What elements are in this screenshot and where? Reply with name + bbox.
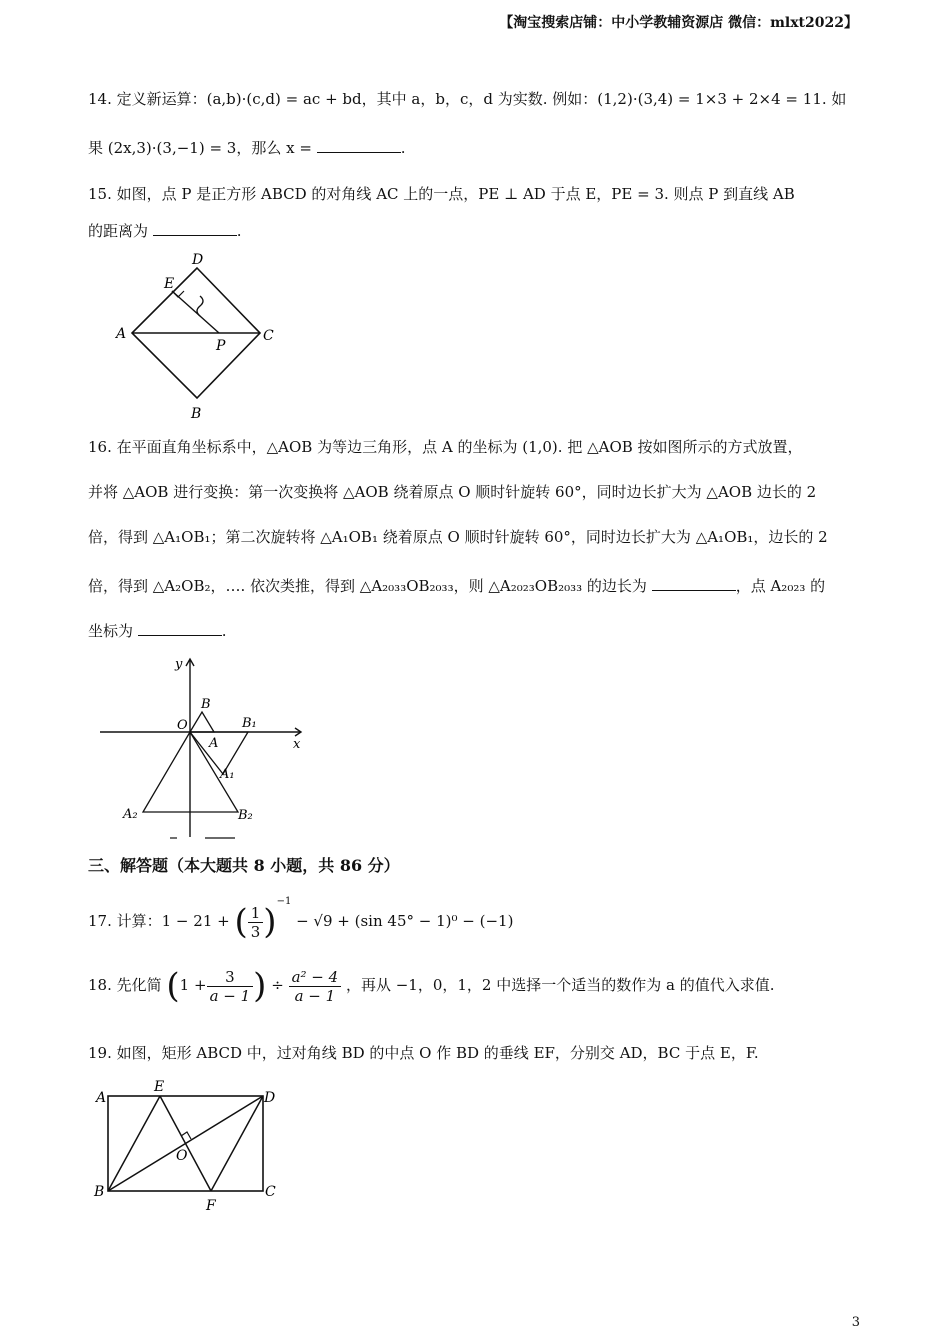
label-f: F <box>206 1198 216 1214</box>
label-d: D <box>192 252 204 268</box>
q15-line2 <box>88 220 242 241</box>
label-a2: A₂ <box>123 807 138 822</box>
segment-ef <box>160 1096 211 1191</box>
label-c: C <box>263 328 274 344</box>
q18-paren-close: ) <box>253 966 267 1006</box>
q18-div: ÷ <box>271 976 284 994</box>
q17-exponent: −1 <box>276 896 292 907</box>
q17-frac-den: 3 <box>250 922 261 941</box>
label-b: B <box>94 1184 105 1200</box>
q16-side-blank <box>652 576 736 591</box>
q15-answer-blank <box>153 221 237 236</box>
q18-expression <box>88 966 774 1006</box>
label-p: P <box>216 338 226 354</box>
q16-figure <box>95 652 315 842</box>
q18-f1-den: a − 1 <box>209 986 251 1005</box>
label-a: A <box>209 736 219 751</box>
q18-prefix: 18. 先化简 <box>88 976 162 994</box>
label-b: B <box>191 406 202 422</box>
q15-figure <box>110 248 290 428</box>
page-number: 3 <box>851 1315 860 1330</box>
q17-suffix: − √9 + (sin 45° − 1)⁰ − (−1) <box>296 912 514 930</box>
q17-expression <box>88 896 513 942</box>
label-x: x <box>293 737 301 752</box>
q17-paren-close: ) <box>263 902 277 942</box>
q16-line4 <box>88 575 825 596</box>
q19-figure <box>90 1074 290 1214</box>
label-y: y <box>175 657 183 672</box>
label-e: E <box>164 276 175 292</box>
triangle-a1ob1 <box>190 732 248 774</box>
q18-fraction-2 <box>289 968 342 1005</box>
q16-line2: 并将 △AOB 进行变换：第一次变换将 △AOB 绕着原点 O 顺时针旋转 60°，同时边长扩大为 △AOB 边长的 2 <box>88 483 817 501</box>
q18-fraction-1 <box>207 968 254 1005</box>
label-b1: B₁ <box>242 716 257 731</box>
label-a: A <box>96 1090 107 1106</box>
q17-fraction <box>248 904 264 941</box>
q17-prefix: 17. 计算：1 − 21 + <box>88 912 230 930</box>
pe-length-mark <box>197 296 203 316</box>
triangle-aob <box>190 712 214 732</box>
q17-paren-open: ( <box>234 902 248 942</box>
label-e: E <box>154 1079 165 1095</box>
page-header: 【淘宝搜索店铺：中小学教辅资源店 微信：mlxt2022】 <box>499 15 858 31</box>
q14-line2-text: 果 (2x,3)·(3,−1) = 3，那么 x = <box>88 139 312 157</box>
q15-line2-end: . <box>236 222 242 240</box>
q15-line1: 15. 如图，点 P 是正方形 ABCD 的对角线 AC 上的一点，PE ⊥ AD 于点 E，PE = 3. 则点 P 到直线 AB <box>88 185 795 203</box>
label-a: A <box>116 326 127 342</box>
label-o: O <box>177 718 188 733</box>
label-a1: A₁ <box>220 767 235 782</box>
segment-fd <box>211 1096 263 1191</box>
q14-answer-blank <box>317 138 401 153</box>
q18-suffix: ，再从 −1，0，1，2 中选择一个适当的数作为 a 的值代入求值. <box>345 976 775 994</box>
q18-one-plus: 1 + <box>179 976 207 994</box>
label-o: O <box>176 1148 188 1164</box>
q16-line4-text: 倍，得到 △A₂OB₂，…. 依次类推，得到 △A₂₀₃₃OB₂₀₃₃，则 △A₂₀₂₃OB₂₀₃₃ 的边长为 <box>88 577 647 595</box>
q16-line3: 倍，得到 △A₁OB₁；第二次旋转将 △A₁OB₁ 绕着原点 O 顺时针旋转 60°，同时边长扩大为 △A₁OB₁，边长的 2 <box>88 528 828 546</box>
segment-be <box>108 1096 160 1191</box>
q17-frac-num: 1 <box>248 904 264 923</box>
q19-line1: 19. 如图，矩形 ABCD 中，过对角线 BD 的中点 O 作 BD 的垂线 EF，分别交 AD，BC 于点 E，F. <box>88 1044 759 1062</box>
q16-line5-text: 坐标为 <box>88 622 134 640</box>
section-3-heading: 三、解答题（本大题共 8 小题，共 86 分） <box>88 856 400 875</box>
q18-f1-num: 3 <box>207 968 254 987</box>
q16-coord-blank <box>138 621 222 636</box>
q16-line1: 16. 在平面直角坐标系中，△AOB 为等边三角形，点 A 的坐标为 (1,0). 把 △AOB 按如图所示的方式放置， <box>88 438 803 456</box>
label-b2: B₂ <box>238 808 253 823</box>
q15-line2-text: 的距离为 <box>88 222 149 240</box>
label-b: B <box>201 697 211 712</box>
q14-line1: 14. 定义新运算：(a,b)·(c,d) = ac + bd，其中 a，b，c，d 为实数. 例如：(1,2)·(3,4) = 1×3 + 2×4 = 11. 如 <box>88 90 847 108</box>
q18-f2-num: a² − 4 <box>289 968 342 987</box>
q16-line4-end: ，点 A₂₀₂₃ 的 <box>735 577 826 595</box>
q14-line2 <box>88 137 405 158</box>
q16-line5 <box>88 620 227 641</box>
q18-paren-open: ( <box>166 966 180 1006</box>
q14-line2-end: . <box>400 139 406 157</box>
q16-line5-end: . <box>221 622 227 640</box>
label-c: C <box>265 1184 276 1200</box>
q18-f2-den: a − 1 <box>294 986 336 1005</box>
label-d: D <box>264 1090 276 1106</box>
segment-pe <box>172 291 219 333</box>
